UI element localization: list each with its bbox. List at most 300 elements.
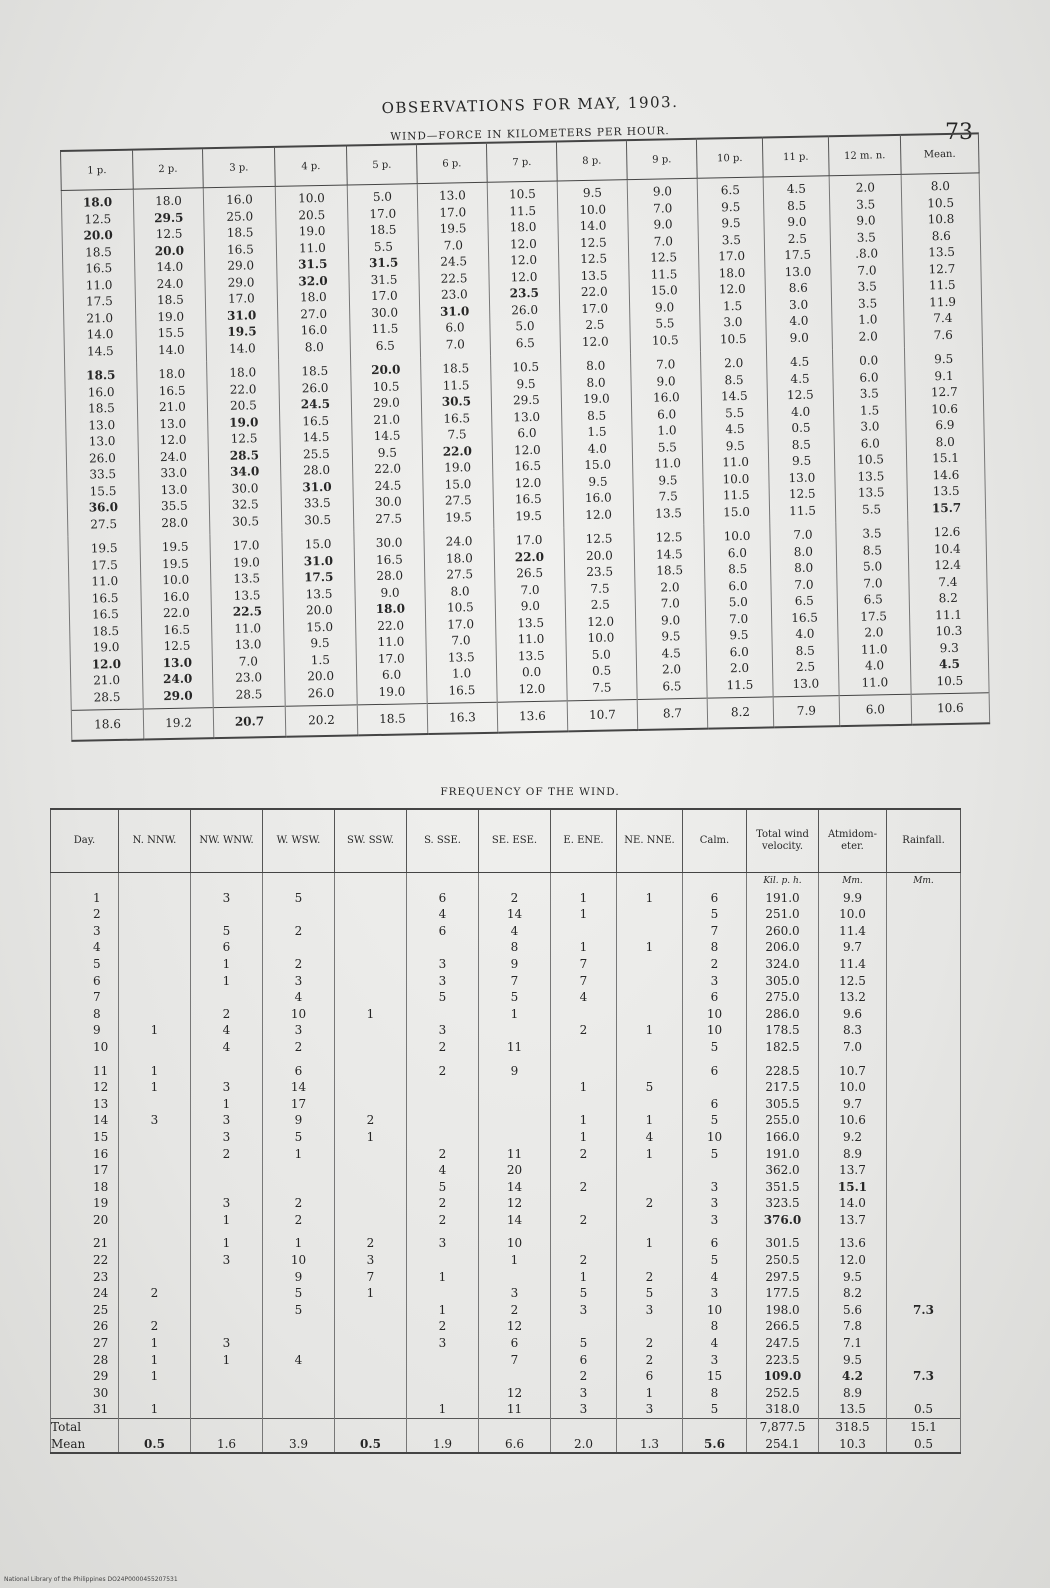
day-row [51,906,961,923]
wind-value: 14.0 [157,342,185,357]
wind-value: 9.5 [658,472,678,488]
frequency-cell [887,1252,961,1269]
wind-value: 4.0 [864,658,885,673]
wind-value: 0.5 [791,420,811,436]
wind-value: 21.0 [86,310,114,326]
frequency-cell: 1 [119,1352,191,1369]
total-cell [119,1419,191,1436]
frequency-cell [407,1006,479,1023]
total-cell: 7,877.5 [747,1419,819,1436]
unit-cell [479,873,551,890]
frequency-cell [407,1285,479,1302]
frequency-cell: 2 [617,1195,683,1212]
frequency-cell: 191.0 [747,890,819,907]
wind-value: 34.0 [229,464,260,479]
wind-value: 12.5 [580,251,608,267]
wind-value: 11.0 [861,674,889,690]
frequency-cell: 5 [263,1302,335,1319]
wind-value: 1.5 [859,402,880,418]
wind-value: 7.5 [590,581,610,596]
frequency-cell [191,989,263,1006]
wind-value: 5.0 [591,647,611,662]
spacer-cell [119,1228,191,1235]
wind-value: 23.0 [235,670,263,685]
wind-block-cell [351,357,424,531]
frequency-cell: 12.5 [819,973,887,990]
frequency-cell: 251.0 [747,906,819,923]
frequency-cell: 2 [407,1318,479,1335]
frequency-cell [617,1162,683,1179]
wind-value: 11.5 [509,203,537,218]
spacer-cell [887,1228,961,1235]
frequency-cell [263,1368,335,1385]
wind-value: 16.5 [158,383,186,398]
wind-block-cell [133,188,206,363]
wind-value: 18.5 [86,367,116,383]
frequency-cell: 5.6 [819,1302,887,1319]
wind-value: 23.5 [509,285,540,301]
wind-value: 33.0 [160,465,188,481]
frequency-cell: 305.0 [747,973,819,990]
wind-value: 14.0 [86,327,114,342]
wind-value: 6.5 [794,593,814,608]
frequency-cell: 275.0 [747,989,819,1006]
wind-value: 27.0 [300,306,328,321]
wind-value: 10.0 [587,630,615,645]
wind-force-table [60,132,990,741]
frequency-cell: 3 [683,1285,747,1302]
frequency-cell: 3 [191,1129,263,1146]
day-row [51,1179,961,1196]
frequency-cell [335,1368,407,1385]
frequency-cell: 2 [191,1006,263,1023]
frequency-header-cell: S. SSE. [407,809,479,873]
wind-value: 18.0 [375,601,406,617]
frequency-cell: 3 [551,1302,617,1319]
wind-value: 8.5 [587,408,607,423]
wind-block-cell [631,352,704,526]
wind-value: 16.5 [443,410,471,426]
frequency-cell [617,1252,683,1269]
frequency-cell: 206.0 [747,939,819,956]
wind-value: 2.5 [787,231,808,246]
frequency-cell [479,1112,551,1129]
wind-value: 18.5 [656,563,684,578]
wind-value: 9.5 [933,351,954,367]
wind-value: 22.0 [377,617,405,633]
frequency-cell: 1 [191,973,263,990]
frequency-cell [479,1079,551,1096]
day-cell: 31 [51,1401,119,1418]
wind-value: 14.0 [579,218,607,234]
frequency-header-row [51,809,961,873]
wind-value: 9.5 [729,627,749,643]
wind-value: 1.5 [722,298,743,313]
wind-value: 20.5 [229,398,257,413]
frequency-cell: 3 [617,1401,683,1418]
frequency-cell [191,906,263,923]
frequency-cell: 13.6 [819,1235,887,1252]
wind-value: 15.0 [723,504,751,519]
unit-cell: Mm. [819,873,887,890]
frequency-cell: 1 [479,1006,551,1023]
wind-value: 11.5 [650,266,678,282]
wind-value: 10.0 [722,471,750,486]
frequency-cell: 1 [119,1401,191,1418]
frequency-cell: 177.5 [747,1285,819,1302]
frequency-cell [617,989,683,1006]
frequency-cell [617,1179,683,1196]
total-cell: 318.5 [819,1419,887,1436]
frequency-cell [335,906,407,923]
frequency-cell: 2 [335,1235,407,1252]
day-row [51,1335,961,1352]
wind-value: 2.0 [661,662,682,677]
wind-value: 22.0 [162,605,190,621]
wind-value: 17.0 [377,650,405,666]
wind-value: 9.5 [516,376,536,391]
wind-block-cell [634,525,707,700]
frequency-cell [479,1269,551,1286]
frequency-cell: 2 [263,956,335,973]
wind-value: 7.0 [653,200,673,216]
frequency-cell: 3 [191,890,263,907]
frequency-cell: 8.9 [819,1385,887,1402]
frequency-header-cell: NW. WNW. [191,809,263,873]
wind-value: 9.0 [520,598,541,614]
frequency-cell: 10 [479,1235,551,1252]
frequency-cell: 17 [263,1096,335,1113]
wind-block-cell [140,534,213,709]
frequency-cell: 7.0 [819,1039,887,1056]
unit-cell [191,873,263,890]
wind-value: 16.5 [514,491,542,507]
wind-value: 7.4 [933,310,953,326]
wind-value: 3.5 [859,386,880,401]
spacer-cell [407,1056,479,1063]
wind-header-cell: 8 p. [556,140,627,181]
day-row [51,890,961,907]
wind-value: 2.0 [864,625,884,640]
wind-value: 8.6 [931,228,951,243]
frequency-cell: 7 [551,973,617,990]
frequency-cell: 4 [617,1129,683,1146]
day-row [51,1129,961,1146]
wind-value: 13.0 [88,417,116,433]
frequency-cell [887,1385,961,1402]
wind-mean-cell: 18.5 [357,704,428,735]
wind-value: 8.2 [938,590,958,606]
frequency-cell: 1 [617,890,683,907]
wind-value: 32.5 [231,497,259,512]
frequency-cell [887,1006,961,1023]
wind-value: 28.0 [376,568,404,584]
frequency-cell [551,1162,617,1179]
wind-value: 12.4 [934,557,962,573]
wind-value: 19.5 [161,539,189,555]
wind-value: 29.0 [372,395,400,411]
spacer-cell [263,1056,335,1063]
frequency-cell [119,1096,191,1113]
frequency-cell [407,1096,479,1113]
wind-mean-cell: 7.9 [773,696,840,727]
spacer-cell [191,1228,263,1235]
wind-value: 4.5 [790,371,810,386]
wind-block-cell [829,174,904,349]
frequency-cell: 301.5 [747,1235,819,1252]
mean-cell: 1.6 [191,1436,263,1454]
wind-value: 13.0 [792,676,820,691]
wind-value: 5.5 [861,501,882,517]
spacer-cell [51,1228,119,1235]
frequency-cell: 7 [551,956,617,973]
wind-value: .8.0 [855,246,879,261]
frequency-cell: 9.2 [819,1129,887,1146]
wind-value: 18.0 [158,366,186,382]
wind-mean-cell: 10.6 [911,693,990,724]
wind-header-cell: 10 p. [696,138,763,179]
frequency-cell [335,973,407,990]
wind-value: 17.5 [303,569,334,585]
wind-value: 1.5 [310,652,331,667]
frequency-cell: 10.0 [819,906,887,923]
wind-value: 12.5 [579,235,607,250]
wind-mean-cell: 8.7 [637,698,708,729]
wind-value: 11.0 [298,240,326,255]
wind-mean-cell: 13.6 [497,701,568,732]
wind-value: 23.0 [440,287,468,302]
wind-value: 8.0 [935,434,955,449]
wind-mean-cell: 8.2 [707,697,774,728]
frequency-cell: 11 [479,1039,551,1056]
wind-value: 29.0 [227,274,255,290]
wind-value: 12.0 [581,334,609,349]
frequency-cell: 4 [683,1269,747,1286]
wind-block-cell [68,536,143,711]
day-cell: 8 [51,1006,119,1023]
wind-value: 12.0 [509,236,537,251]
day-row [51,989,961,1006]
frequency-cell: 7.3 [887,1368,961,1385]
wind-value: 19.0 [92,639,120,655]
frequency-cell [335,939,407,956]
wind-value: 11.0 [722,454,750,470]
frequency-cell: 6 [683,890,747,907]
wind-value: 20.0 [585,547,613,563]
frequency-cell [119,956,191,973]
wind-value: 13.5 [517,648,545,663]
frequency-cell: 9.9 [819,890,887,907]
spacer-cell [263,1228,335,1235]
wind-value: 11.0 [85,277,113,293]
day-row [51,1368,961,1385]
total-cell [479,1419,551,1436]
frequency-cell [335,923,407,940]
frequency-cell: 8.3 [819,1022,887,1039]
frequency-cell: 6 [683,989,747,1006]
wind-value: 11.5 [726,677,754,692]
wind-value: 18.0 [155,193,182,209]
wind-header-cell: 4 p. [274,145,347,186]
frequency-cell: 6 [683,1235,747,1252]
wind-value: 19.0 [228,414,259,430]
day-cell: 19 [51,1195,119,1212]
wind-value: 9.1 [934,368,954,383]
frequency-cell [119,1302,191,1319]
wind-value: 30.0 [371,305,399,320]
wind-value: 29.0 [227,258,255,273]
wind-value: 24.0 [156,276,184,291]
frequency-cell [617,1212,683,1229]
wind-value: 11.5 [371,321,399,337]
frequency-cell [887,1129,961,1146]
frequency-cell: 8 [683,1385,747,1402]
frequency-cell: 8 [479,939,551,956]
frequency-cell: 4 [551,989,617,1006]
frequency-cell [119,939,191,956]
frequency-cell: 2 [407,1063,479,1080]
wind-value: 10.6 [931,401,959,416]
frequency-cell: 1 [617,1385,683,1402]
frequency-cell [335,890,407,907]
frequency-cell: 4 [191,1022,263,1039]
wind-value: 15.0 [306,619,334,634]
frequency-cell: 3 [191,1195,263,1212]
frequency-cell: 3 [551,1401,617,1418]
day-row [51,1022,961,1039]
frequency-cell: 5 [479,989,551,1006]
wind-value: 30.5 [441,394,472,409]
mean-cell: 6.6 [479,1436,551,1454]
wind-value: 11.5 [442,377,470,393]
frequency-cell [407,1352,479,1369]
frequency-cell: 12 [479,1385,551,1402]
frequency-cell [263,939,335,956]
frequency-cell: 12.0 [819,1252,887,1269]
wind-value: 4.5 [725,421,745,437]
frequency-cell: 3 [683,1195,747,1212]
wind-value: 9.5 [721,215,741,231]
frequency-cell: 10 [683,1129,747,1146]
wind-value: 0.0 [859,353,879,368]
wind-block-cell [417,182,490,357]
wind-value: 12.5 [585,531,613,546]
frequency-cell [887,1335,961,1352]
frequency-cell [263,1335,335,1352]
wind-value: 18.0 [82,195,113,210]
wind-value: 12.6 [933,524,961,540]
frequency-cell: 1 [551,890,617,907]
frequency-cell: 4 [263,1352,335,1369]
frequency-cell [191,1162,263,1179]
day-cell: 1 [51,890,119,907]
day-row [51,1252,961,1269]
wind-value: 31.5 [368,255,399,271]
unit-cell: Kil. p. h. [747,873,819,890]
frequency-cell: 10 [263,1252,335,1269]
frequency-cell [119,1385,191,1402]
frequency-cell [335,1385,407,1402]
frequency-cell [887,1162,961,1179]
frequency-cell [551,1235,617,1252]
frequency-cell: 1 [191,1212,263,1229]
wind-value: 7.0 [520,582,540,597]
wind-value: 10.5 [508,186,536,202]
wind-value: 21.0 [93,672,121,688]
frequency-cell [119,890,191,907]
frequency-cell: 1 [617,1235,683,1252]
wind-value: 8.0 [304,339,325,354]
frequency-cell: 3 [191,1335,263,1352]
wind-value: 12.0 [513,442,541,457]
wind-value: 16.0 [300,322,328,338]
frequency-cell: 1 [119,1368,191,1385]
wind-value: 13.5 [932,483,960,499]
frequency-cell: 1 [479,1252,551,1269]
frequency-cell [617,956,683,973]
frequency-cell: 1 [335,1129,407,1146]
wind-value: 7.0 [863,575,883,591]
frequency-cell [887,923,961,940]
frequency-cell [887,1022,961,1039]
wind-value: 18.0 [445,550,473,566]
wind-value: 7.0 [857,262,877,278]
wind-block-cell [61,189,136,364]
frequency-cell: 2 [683,956,747,973]
frequency-cell [479,1096,551,1113]
frequency-cell: 6 [617,1368,683,1385]
wind-value: 12.7 [928,261,956,276]
wind-header-cell: Mean. [900,133,979,174]
wind-value: 18.0 [299,289,327,305]
wind-value: 16.0 [652,390,680,405]
frequency-cell: 1 [335,1285,407,1302]
frequency-cell: 318.0 [747,1401,819,1418]
spacer-cell [51,1056,119,1063]
mean-cell: 0.5 [887,1436,961,1454]
wind-value: 17.0 [369,206,397,221]
wind-value: 11.5 [789,503,817,518]
wind-value: 30.5 [232,513,260,529]
wind-value: 13.5 [580,268,608,283]
day-row [51,1063,961,1080]
frequency-cell: 14 [479,1212,551,1229]
frequency-cell: 3 [191,1079,263,1096]
frequency-cell: 250.5 [747,1252,819,1269]
frequency-cell: 5 [683,1401,747,1418]
frequency-cell: 166.0 [747,1129,819,1146]
day-row [51,1096,961,1113]
frequency-cell [119,1195,191,1212]
spacer-cell [551,1056,617,1063]
frequency-cell [191,1401,263,1418]
wind-value: 18.5 [84,244,112,260]
frequency-cell [479,1368,551,1385]
frequency-cell: 2 [263,923,335,940]
unit-cell [617,873,683,890]
day-row [51,1401,961,1418]
wind-value: 13.5 [857,485,885,500]
wind-value: 11.0 [860,641,888,657]
frequency-cell [119,923,191,940]
frequency-cell: 109.0 [747,1368,819,1385]
wind-value: 17.5 [860,608,888,624]
frequency-cell: 6 [191,939,263,956]
mean-cell: 5.6 [683,1436,747,1454]
mean-cell: 0.5 [335,1436,407,1454]
frequency-cell: 1 [551,1269,617,1286]
wind-block-cell [561,353,634,527]
